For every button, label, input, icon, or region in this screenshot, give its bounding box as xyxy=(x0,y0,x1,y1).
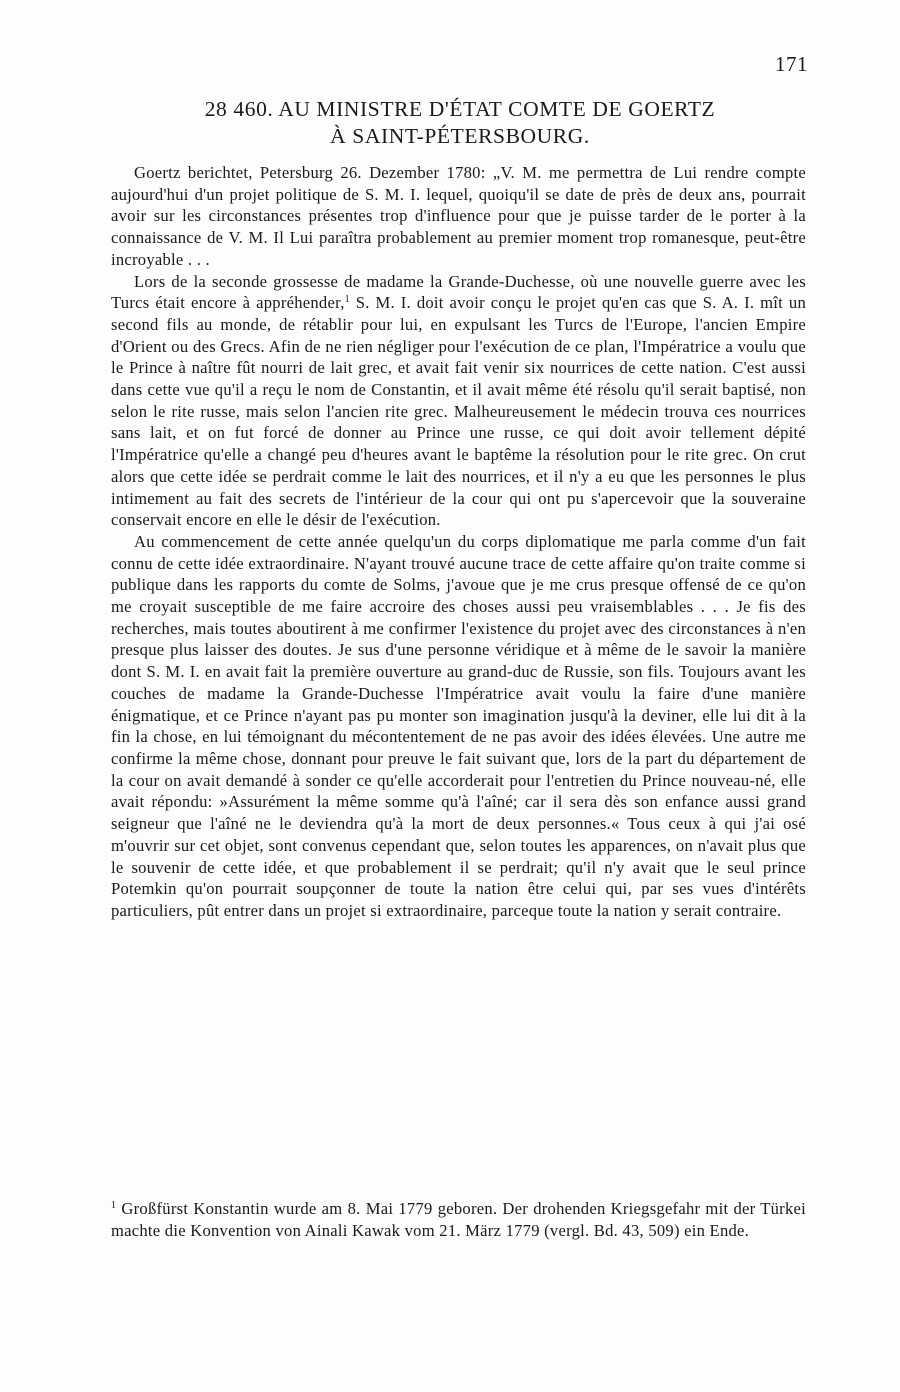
heading-line-1: 28 460. AU MINISTRE D'ÉTAT COMTE DE GOERTZ xyxy=(204,97,716,121)
paragraph-2 xyxy=(111,271,806,531)
paragraph-2-part-1: Lors de la seconde grossesse de madame la Grande-Duchesse, où une nouvelle guerre avec les Turcs était encore à appréhender, xyxy=(111,271,806,313)
footnote-reference: 1 xyxy=(344,294,350,306)
letter-body xyxy=(111,162,806,922)
paragraph-2-part-2: S. M. I. doit avoir conçu le projet qu'en cas que S. A. I. mît un second fils au monde, de rétablir pour lui, en expulsant les Turcs de l'Europe, l'ancien Empire d'Orient ou des Grecs. Afin de ne rien négliger pour l'exécution de ce plan, l'Impératrice a voulu que le Prince à naître fût nourri de lait grec, et avait fait venir six nourrices de cette nation. C'est aussi dans cette vue qu'il a reçu le nom de Constantin, et il avait même été résolu qu'il serait baptisé, non selon le rite russe, mais selon l'ancien rite grec. Malheureusement le médecin trouva ces nourrices sans lait, et on fut forcé de donner au Prince une russe, ce qui doit avoir tellement dépité l'Impératrice qu'elle a changé peu d'heures avant le baptême la résolution pour le rite grec. On crut alors que cette idée se perdrait comme le lait des nourrices, et il n'y a eu que les personnes le plus intimement au fait des secrets de l'intérieur de la cour qui ont pu s'apercevoir que la souveraine conservait encore en elle le désir de l'exécution. xyxy=(111,293,806,530)
heading-line-2: À SAINT-PÉTERSBOURG. xyxy=(330,124,590,148)
footnote-text: Großfürst Konstantin wurde am 8. Mai 1779 geboren. Der drohenden Kriegsgefahr mit der Türkei machte die Konvention von Ainali Kawak vom 21. März 1779 (vergl. Bd. 43, 509) ein Ende. xyxy=(111,1199,806,1240)
paragraph-1: Goertz berichtet, Petersburg 26. Dezember 1780: „V. M. me permettra de Lui rendre compte aujourd'hui d'un projet politique de S. M. I. lequel, quoiqu'il se date de près de deux ans, pourrait avoir sur les circonstances présentes trop d'influence pour que je puisse tarder de le porter à la connaissance de V. M. Il Lui paraîtra probablement au premier moment trop romanesque, peut-être incroyable . . . xyxy=(111,163,806,269)
letter-heading xyxy=(110,96,810,150)
footnote-marker: 1 xyxy=(111,1200,117,1211)
paragraph-3: Au commencement de cette année quelqu'un du corps diplomatique me parla comme d'un fait connu de cette idée extraordinaire. N'ayant trouvé aucune trace de cette affaire qu'on traite comme si publique dans les rapports du comte de Solms, j'avoue que je me crus presque offensé de ce qu'on me croyait susceptible de me faire accroire des choses aussi peu vraisemblables . . . Je fis des recherches, mais toutes aboutirent à me confirmer l'existence du projet avec des circonstances à n'en presque plus laisser des doutes. Je sus d'une personne véridique et à même de le savoir la manière dont S. M. I. en avait fait la première ouverture au grand-duc de Russie, son fils. Toujours avant les couches de madame la Grande-Duchesse l'Impératrice avait voulu la faire d'une manière énigmatique, et ce Prince n'ayant pas pu monter son imagination jusqu'à la deviner, elle lui dit à la fin la chose, en lui témoignant du mécontentement de ne pas avoir des idées élevées. Une autre me confirme la même chose, donnant pour preuve le fait suivant que, lors de la part du département de la cour on avait demandé à sonder ce qu'elle accorderait pour l'entretien du Prince nouveau-né, elle avait répondu: »Assurément la même somme qu'à l'aîné; car il sera dès son enfance aussi grand seigneur que l'aîné ne le deviendra qu'à la mort de deux personnes.« Tous ceux à qui j'ai osé m'ouvrir sur cet objet, sont convenus cependant que, selon toutes les apparences, on n'avait plus que le souvenir de cette idée, et que probablement il se perdrait; qu'il n'y avait que le seul prince Potemkin qu'on pourrait soupçonner de toute la nation être celui qui, par ses vues d'intérêts particuliers, pût entrer dans un projet si extraordinaire, parceque toute la nation y serait contraire. xyxy=(111,531,806,920)
page-number: 171 xyxy=(775,52,808,76)
footnote xyxy=(111,1198,806,1241)
